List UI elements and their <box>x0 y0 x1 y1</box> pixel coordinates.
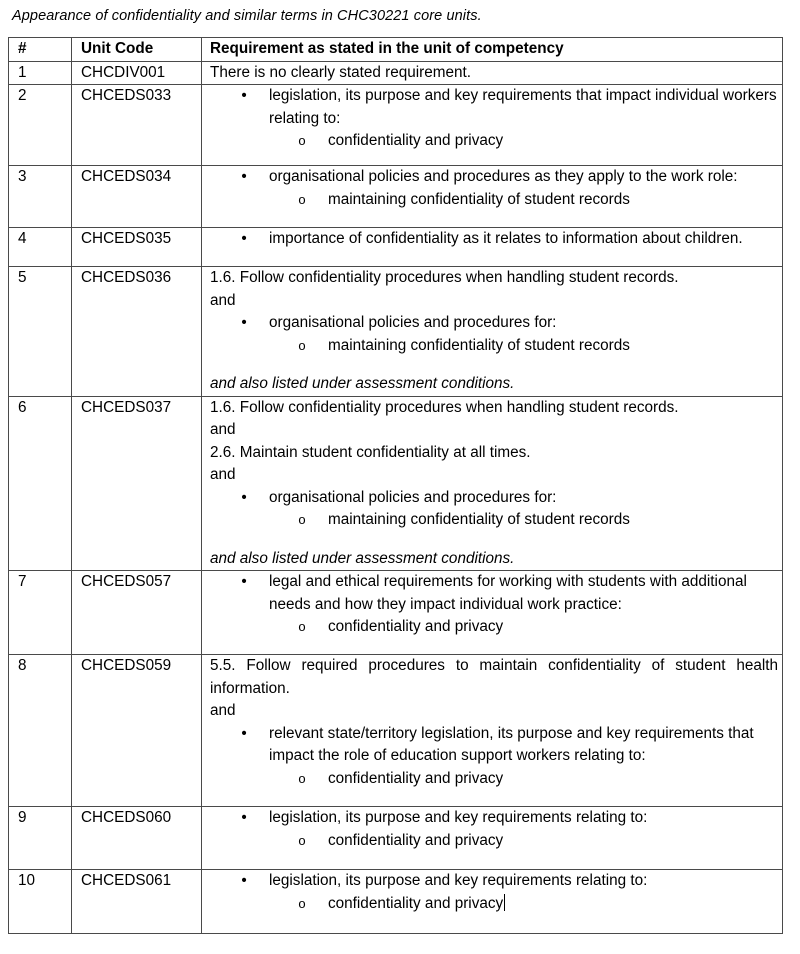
row-requirement <box>202 655 783 807</box>
row-requirement <box>202 807 783 870</box>
bullet-dot-icon: • <box>241 87 247 104</box>
row-number: 5 <box>9 267 72 397</box>
sub-bullet-item <box>210 768 778 791</box>
table-row <box>9 807 783 870</box>
row-number: 2 <box>9 85 72 166</box>
sub-bullet-item <box>210 130 778 153</box>
bullet-circle-icon: o <box>298 832 306 848</box>
sub-bullet-text: confidentiality and privacy <box>328 132 504 149</box>
bullet-circle-icon: o <box>298 337 306 353</box>
bullet-item <box>210 807 778 830</box>
table-header-row <box>9 38 783 62</box>
bullet-item <box>210 870 778 893</box>
bullet-dot-icon: • <box>241 488 247 506</box>
row-requirement <box>202 571 783 655</box>
sub-bullet-item <box>210 509 778 532</box>
bullet-text: organisational policies and procedures for: <box>269 488 557 506</box>
row-number: 4 <box>9 228 72 267</box>
table-row <box>9 267 783 397</box>
bullet-circle-icon: o <box>298 191 306 207</box>
bullet-dot-icon: • <box>241 168 247 185</box>
assessment-note: and also listed under assessment conditions. <box>210 549 515 567</box>
table-row <box>9 571 783 655</box>
requirement-text: There is no clearly stated requirement. <box>210 63 472 81</box>
bullet-text: legislation, its purpose and key requirements relating to: <box>269 872 648 889</box>
bullet-dot-icon: • <box>241 230 247 247</box>
bullet-text: importance of confidentiality as it relates to information about children. <box>269 230 743 247</box>
bullet-item <box>210 723 778 768</box>
bullet-item <box>210 312 778 335</box>
bullet-dot-icon: • <box>241 573 247 590</box>
bullet-text: organisational policies and procedures as they apply to the work role: <box>269 168 738 185</box>
bullet-dot-icon: • <box>241 314 247 331</box>
requirement-text: 5.5. Follow required procedures to maintain confidentiality of student health information. <box>210 657 778 697</box>
bullet-text: relevant state/territory legislation, its purpose and key requirements that impact the role of education support workers relating to: <box>269 724 754 764</box>
conjunction-text: and <box>210 421 236 438</box>
sub-bullet-item <box>210 616 778 639</box>
text-cursor[interactable] <box>504 894 505 911</box>
sub-bullet-item <box>210 830 778 853</box>
sub-bullet-text: maintaining confidentiality of student records <box>328 511 630 528</box>
header-unit-code: Unit Code <box>72 38 202 62</box>
sub-bullet-text: confidentiality and privacy <box>328 831 504 849</box>
sub-bullet-text: confidentiality and privacy <box>328 894 504 912</box>
row-unit-code: CHCEDS033 <box>72 85 202 166</box>
table-row <box>9 870 783 934</box>
row-unit-code: CHCEDS059 <box>72 655 202 807</box>
bullet-item <box>210 571 778 616</box>
sub-bullet-item <box>210 335 778 358</box>
bullet-item <box>210 85 778 130</box>
header-requirement: Requirement as stated in the unit of competency <box>202 38 783 62</box>
bullet-item <box>210 487 778 510</box>
bullet-text: organisational policies and procedures for: <box>269 314 557 331</box>
bullet-text: legal and ethical requirements for working with students with additional needs and how they impact individual work practice: <box>269 573 747 613</box>
row-number: 9 <box>9 807 72 870</box>
row-requirement <box>202 396 783 571</box>
bullet-circle-icon: o <box>298 770 306 786</box>
row-requirement <box>202 870 783 934</box>
table-row <box>9 166 783 228</box>
row-unit-code: CHCEDS036 <box>72 267 202 397</box>
row-requirement <box>202 267 783 397</box>
bullet-circle-icon: o <box>298 512 306 527</box>
header-number: # <box>9 38 72 62</box>
assessment-note: and also listed under assessment conditions. <box>210 375 515 392</box>
sub-bullet-text: maintaining confidentiality of student records <box>328 190 630 208</box>
sub-bullet-text: confidentiality and privacy <box>328 618 504 635</box>
row-number: 7 <box>9 571 72 655</box>
table-row <box>9 85 783 166</box>
row-unit-code: CHCDIV001 <box>72 61 202 85</box>
table-caption: Appearance of confidentiality and similar terms in CHC30221 core units. <box>12 8 482 24</box>
bullet-text: legislation, its purpose and key requirements relating to: <box>269 809 648 826</box>
bullet-item <box>210 228 778 251</box>
requirement-text: 2.6. Maintain student confidentiality at all times. <box>210 443 531 461</box>
row-number: 1 <box>9 61 72 85</box>
conjunction-text: and <box>210 466 236 483</box>
conjunction-text: and <box>210 702 236 719</box>
row-unit-code: CHCEDS035 <box>72 228 202 267</box>
sub-bullet-item <box>210 893 778 916</box>
row-number: 10 <box>9 870 72 934</box>
row-number: 3 <box>9 166 72 228</box>
row-requirement <box>202 166 783 228</box>
bullet-circle-icon: o <box>298 895 306 911</box>
requirement-text: 1.6. Follow confidentiality procedures when handling student records. <box>210 269 679 286</box>
conjunction-text: and <box>210 291 236 309</box>
table-row <box>9 228 783 267</box>
row-number: 6 <box>9 396 72 571</box>
row-unit-code: CHCEDS060 <box>72 807 202 870</box>
requirement-text: 1.6. Follow confidentiality procedures when handling student records. <box>210 398 679 416</box>
row-unit-code: CHCEDS057 <box>72 571 202 655</box>
bullet-dot-icon: • <box>241 872 247 889</box>
sub-bullet-text: confidentiality and privacy <box>328 769 504 787</box>
table-row <box>9 655 783 807</box>
sub-bullet-text: maintaining confidentiality of student records <box>328 336 630 354</box>
table-row <box>9 61 783 85</box>
row-requirement <box>202 61 783 85</box>
bullet-dot-icon: • <box>241 724 247 742</box>
sub-bullet-item <box>210 189 778 212</box>
bullet-circle-icon: o <box>298 133 306 148</box>
bullet-circle-icon: o <box>298 619 306 634</box>
bullet-item <box>210 166 778 189</box>
confidentiality-table <box>8 37 783 934</box>
row-requirement <box>202 85 783 166</box>
row-unit-code: CHCEDS061 <box>72 870 202 934</box>
row-requirement <box>202 228 783 267</box>
row-number: 8 <box>9 655 72 807</box>
row-unit-code: CHCEDS037 <box>72 396 202 571</box>
table-row <box>9 396 783 571</box>
bullet-text: legislation, its purpose and key requirements that impact individual workers relating to: <box>269 87 777 127</box>
row-unit-code: CHCEDS034 <box>72 166 202 228</box>
bullet-dot-icon: • <box>241 809 247 826</box>
